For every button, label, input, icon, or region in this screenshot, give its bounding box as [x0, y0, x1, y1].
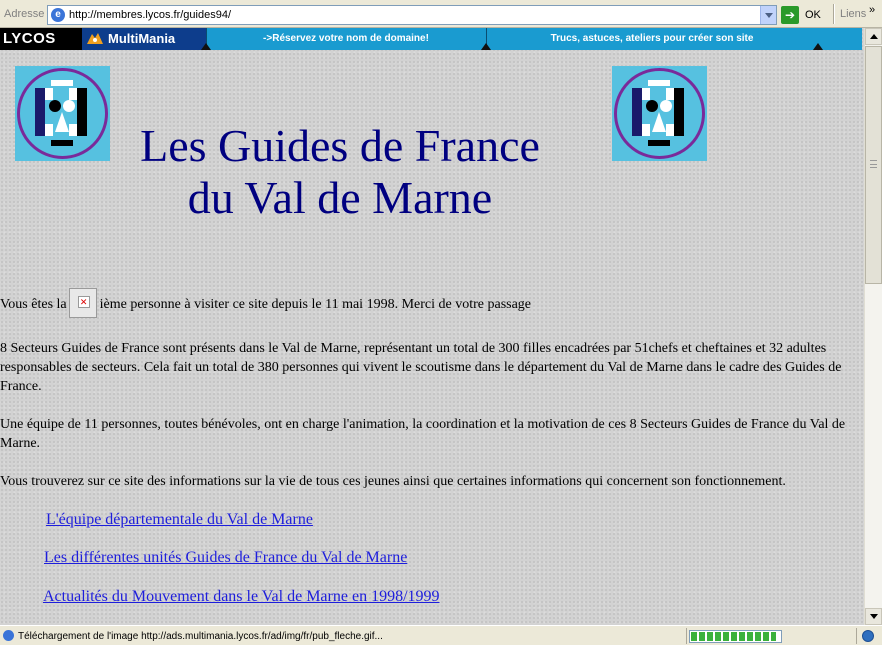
- status-separator: [686, 628, 687, 644]
- page-icon: e: [51, 8, 65, 22]
- ad-banner: [0, 28, 862, 50]
- link-unites[interactable]: Les différentes unités Guides de France du Val de Marne: [44, 549, 408, 566]
- link-actualites[interactable]: Actualités du Mouvement dans le Val de Marne en 1998/1999: [43, 588, 440, 605]
- status-page-icon: [3, 630, 14, 641]
- status-separator: [856, 628, 857, 644]
- address-label: Adresse: [4, 8, 45, 20]
- title-line-2: du Val de Marne: [187, 172, 493, 223]
- intro-paragraph: 8 Secteurs Guides de France sont présents dans le Val de Marne, représentant un total de 300 filles encadrées par 51chefs et cheftaines et 32 adultes responsables de secteurs. Cela fait un total de 380 personnes qui vivent le scoutisme dans le département du Val de Marne dans le cadre des Guides de France.: [0, 341, 842, 394]
- status-text: Téléchargement de l'image http://ads.multimania.lycos.fr/ad/img/fr/pub_fleche.gif...: [18, 631, 383, 642]
- internet-zone-globe-icon: [862, 630, 874, 642]
- visitor-text-after: ième personne à visiter ce site depuis le 11 mai 1998. Merci de votre passage: [99, 297, 532, 313]
- links-toolbar-label[interactable]: Liens: [840, 8, 867, 20]
- banner-link-tips[interactable]: Trucs, astuces, ateliers pour créer son site: [550, 33, 754, 44]
- trefoil-logo-icon: [612, 66, 707, 161]
- scroll-grip-icon: [870, 160, 877, 168]
- team-paragraph: Une équipe de 11 personnes, toutes bénévoles, ont en charge l'animation, la coordination et la motivation de ces 8 Secteurs Guides de France du Val de Marne.: [0, 417, 846, 451]
- guides-de-france-logo-right: [612, 66, 707, 161]
- page-viewport: [0, 28, 864, 625]
- links-chevron-icon[interactable]: »: [869, 4, 876, 16]
- page-title: [90, 120, 590, 224]
- toolbar-separator: [833, 4, 835, 24]
- info-paragraph: Vous trouverez sur ce site des informations sur la vie de tous ces jeunes ainsi que certaines informations qui concernent son fonctionnement.: [0, 474, 786, 489]
- go-button[interactable]: [781, 5, 833, 25]
- go-arrow-icon: ➔: [781, 6, 799, 24]
- progress-fill: [691, 632, 776, 641]
- download-progress-bar: [689, 630, 782, 643]
- title-line-1: Les Guides de France: [140, 120, 540, 171]
- lycos-logo[interactable]: LYCOS: [0, 28, 82, 50]
- visitor-counter-line: [0, 290, 862, 320]
- address-dropdown-chevron-icon[interactable]: [760, 6, 776, 24]
- address-field[interactable]: [47, 5, 777, 25]
- link-equipe-departementale[interactable]: L'équipe départementale du Val de Marne: [46, 511, 313, 528]
- address-bar: [0, 0, 882, 28]
- vertical-scrollbar[interactable]: [864, 28, 882, 625]
- banner-link-domain[interactable]: ->Réservez votre nom de domaine!: [263, 33, 429, 44]
- go-label: OK: [805, 9, 821, 21]
- broken-counter-image-icon: [69, 288, 97, 318]
- multimania-text: MultiMania: [108, 31, 176, 46]
- scroll-down-arrow-icon[interactable]: [865, 608, 882, 625]
- address-url[interactable]: http://membres.lycos.fr/guides94/: [69, 9, 232, 21]
- banner-notch: [813, 43, 823, 50]
- status-bar: [0, 625, 882, 645]
- scroll-thumb[interactable]: [865, 46, 882, 284]
- multimania-dog-icon: [86, 31, 104, 46]
- multimania-logo[interactable]: [82, 28, 206, 50]
- visitor-text-before: Vous êtes la: [0, 297, 67, 313]
- scroll-up-arrow-icon[interactable]: [865, 28, 882, 45]
